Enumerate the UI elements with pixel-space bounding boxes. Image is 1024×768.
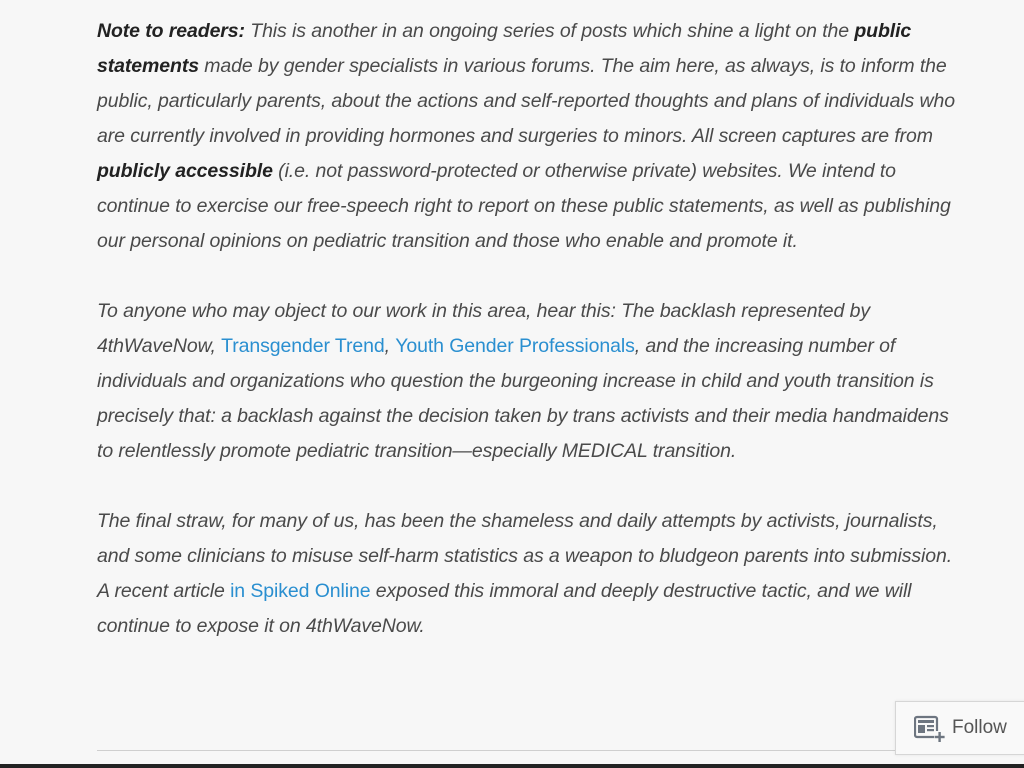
para2-separator: ,: [384, 335, 396, 357]
note-text-1: This is another in an ongoing series of posts which shine a light on the: [244, 20, 855, 42]
note-to-readers-paragraph: [97, 14, 957, 259]
spiked-online-link[interactable]: in Spiked Online: [230, 580, 371, 602]
note-text-3: (i.e. not password-protected or otherwise private) websites. We intend to continue to exercise our free-speech right to report on these public statements, as well as publishing our personal opinions on pediatric transition and those who enable and promote it.: [97, 160, 951, 252]
backlash-paragraph: [97, 294, 957, 469]
para3-text-1: The final straw, for many of us, has been the shameless and daily attempts by activists, journalists, and some clinicians to misuse self-harm statistics as a weapon to bludgeon parents into submission. A recent article: [97, 510, 953, 602]
bottom-edge-bar: [0, 764, 1024, 768]
youth-gender-professionals-link[interactable]: Youth Gender Professionals: [395, 335, 635, 357]
final-straw-paragraph: [97, 504, 957, 644]
note-bold-publicly-accessible: publicly accessible: [97, 160, 273, 182]
note-prefix: Note to readers:: [97, 20, 245, 42]
content-divider: [97, 750, 897, 751]
para2-text-2: , and the increasing number of individuals and organizations who question the burgeoning increase in child and youth transition is precisely that: a backlash against the decision taken by trans activists and their media handmaidens to relentlessly promote pediatric transition—especially MEDICAL transition.: [97, 335, 949, 462]
follow-reader-icon: [914, 715, 946, 743]
note-bold-public-statements: public statements: [97, 20, 912, 77]
para2-text-1: To anyone who may object to our work in this area, hear this: The backlash represented by 4thWaveNow,: [97, 300, 870, 357]
note-text-2: made by gender specialists in various forums. The aim here, as always, is to inform the public, particularly parents, about the actions and self-reported thoughts and plans of individuals who are currently involved in providing hormones and surgeries to minors. All screen captures are from: [97, 55, 955, 147]
follow-label: Follow: [952, 717, 1007, 738]
article-body: [97, 14, 957, 679]
follow-button[interactable]: [895, 701, 1024, 755]
transgender-trend-link[interactable]: Transgender Trend: [221, 335, 385, 357]
para3-text-2: exposed this immoral and deeply destructive tactic, and we will continue to expose it on 4thWaveNow.: [97, 580, 912, 637]
